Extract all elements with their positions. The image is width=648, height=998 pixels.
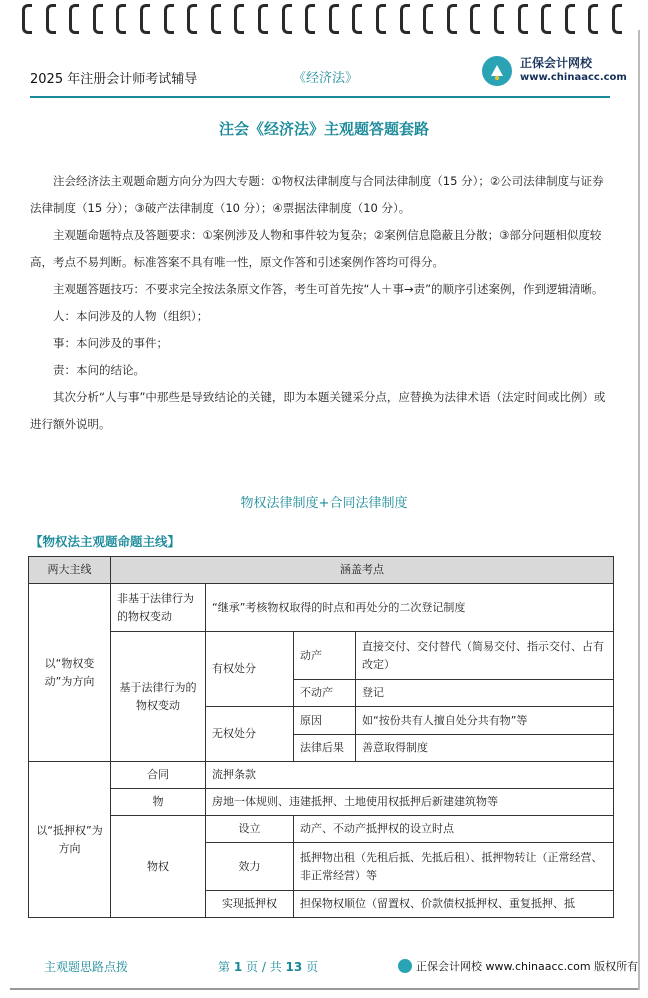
- table-row: [29, 816, 614, 843]
- binding-ring-icon: [258, 4, 268, 34]
- binding-ring-icon: [352, 4, 362, 34]
- cause-content: 如“按份共有人擅自处分共有物”等: [356, 707, 614, 735]
- paragraph-techniques: 主观题答题技巧：不要求完全按法条原文作答，考生可首先按“人＋事→责”的顺序引述案例，作到逻辑清晰。: [53, 282, 604, 296]
- binding-ring-icon: [588, 4, 598, 34]
- legal-consequence-content: 善意取得制度: [356, 735, 614, 762]
- paragraph-analysis: 其次分析“人与事”中那些是导致结论的关键，即为本题关键采分点，应替换为法律术语（法定时间或比例）或进行额外说明。: [30, 390, 606, 431]
- page-footer: [0, 958, 648, 978]
- table-row: [29, 632, 614, 680]
- contract-content: 流押条款: [206, 762, 614, 789]
- binding-rings: [0, 0, 648, 34]
- footer-rights: 版权所有: [594, 960, 639, 973]
- movable-content: 直接交付、交付替代（简易交付、指示交付、占有改定）: [356, 632, 614, 680]
- page-prefix: 第: [218, 960, 231, 974]
- legal-consequence: 法律后果: [294, 735, 356, 762]
- binding-ring-icon: [140, 4, 150, 34]
- table-header-row: [29, 557, 614, 584]
- header-course: 2025 年注册会计师考试辅导: [30, 72, 198, 87]
- binding-ring-icon: [93, 4, 103, 34]
- header-divider: [30, 96, 610, 98]
- footer-url: www.chinaacc.com: [485, 960, 591, 973]
- binding-ring-icon: [329, 4, 339, 34]
- binding-ring-icon: [541, 4, 551, 34]
- table-row: [29, 789, 614, 816]
- section-heading: 【物权法主观题命题主线】: [30, 534, 181, 549]
- binding-ring-icon: [376, 4, 386, 34]
- immovable-content: 登记: [356, 680, 614, 707]
- page-suffix: 页: [306, 960, 319, 974]
- thing: 物: [111, 789, 206, 816]
- immovable: 不动产: [294, 680, 356, 707]
- binding-ring-icon: [494, 4, 504, 34]
- paragraph-event: 事：本问涉及的事件；: [53, 336, 168, 350]
- effect-content: 抵押物出租（先租后抵、先抵后租）、抵押物转让（正常经营、非正常经营）等: [294, 843, 614, 891]
- binding-ring-icon: [423, 4, 433, 34]
- binding-ring-icon: [234, 4, 244, 34]
- brand-logo: [482, 52, 627, 92]
- legal-act: 基于法律行为的物权变动: [111, 632, 206, 762]
- header-main-lines: 两大主线: [29, 557, 111, 584]
- non-legal-act-content: “继承”考核物权取得的时点和再处分的二次登记制度: [206, 584, 614, 632]
- binding-ring-icon: [305, 4, 315, 34]
- header-topics: 涵盖考点: [111, 557, 614, 584]
- realize-mortgage: 实现抵押权: [206, 891, 294, 918]
- contract: 合同: [111, 762, 206, 789]
- effect: 效力: [206, 843, 294, 891]
- page-mid: 页 / 共: [246, 960, 282, 974]
- real-right: 物权: [111, 816, 206, 918]
- footer-logo-icon: [398, 959, 412, 973]
- footer-brand: 正保会计网校: [416, 960, 482, 973]
- paragraph-liability: 责：本问的结论。: [53, 363, 145, 377]
- logo-url: www.chinaacc.com: [520, 72, 627, 83]
- non-legal-act: 非基于法律行为的物权变动: [111, 584, 206, 632]
- binding-ring-icon: [211, 4, 221, 34]
- line-mortgage: 以“抵押权”为方向: [29, 762, 111, 918]
- footer-section: 主观题思路点拨: [44, 960, 129, 974]
- binding-ring-icon: [69, 4, 79, 34]
- binding-ring-icon: [518, 4, 528, 34]
- establishment: 设立: [206, 816, 294, 843]
- line-property-change: 以“物权变动”为方向: [29, 584, 111, 762]
- authorized-disposal: 有权处分: [206, 632, 294, 707]
- binding-ring-icon: [470, 4, 480, 34]
- page-counter: [218, 958, 318, 975]
- binding-ring-icon: [565, 4, 575, 34]
- page-number: 1: [233, 960, 243, 974]
- cause: 原因: [294, 707, 356, 735]
- establishment-content: 动产、不动产抵押权的设立时点: [294, 816, 614, 843]
- paragraph-features: 主观题命题特点及答题要求：①案例涉及人物和事件较为复杂；②案例信息隐蔽且分散；③部分问题相似度较高，考点不易判断。标准答案不具有唯一性，原文作答和引述案例作答均可得分。: [30, 228, 602, 269]
- binding-ring-icon: [46, 4, 56, 34]
- paragraph-topics: 注会经济法主观题命题方向分为四大专题：①物权法律制度与合同法律制度（15 分）；②公司法律制度与证券法律制度（15 分）；③破产法律制度（10 分）；④票据法律制度（10 分）。: [30, 174, 604, 215]
- page-edge-right: [638, 30, 640, 990]
- binding-ring-icon: [400, 4, 410, 34]
- table-row: [29, 584, 614, 632]
- unauthorized-disposal: 无权处分: [206, 707, 294, 762]
- realize-mortgage-content: 担保物权顺位（留置权、价款债权抵押权、重复抵押、抵: [294, 891, 614, 918]
- binding-ring-icon: [282, 4, 292, 34]
- property-law-table: [28, 556, 614, 918]
- binding-ring-icon: [116, 4, 126, 34]
- page-total: 13: [285, 960, 303, 974]
- binding-ring-icon: [164, 4, 174, 34]
- movable: 动产: [294, 632, 356, 680]
- page-edge-bottom: [10, 988, 640, 990]
- binding-ring-icon: [22, 4, 32, 34]
- section-subtitle: 物权法律制度+合同法律制度: [240, 496, 408, 511]
- footer-copyright: [398, 958, 638, 974]
- page-header: [30, 56, 627, 96]
- intro-text: [30, 168, 610, 438]
- binding-ring-icon: [612, 4, 622, 34]
- binding-ring-icon: [447, 4, 457, 34]
- binding-ring-icon: [187, 4, 197, 34]
- page-title: 注会《经济法》主观题答题套路: [218, 120, 429, 138]
- paragraph-person: 人：本问涉及的人物（组织）；: [53, 309, 209, 323]
- thing-content: 房地一体规则、违建抵押、土地使用权抵押后新建建筑物等: [206, 789, 614, 816]
- table-row: [29, 762, 614, 789]
- logo-icon: [482, 56, 512, 86]
- logo-name: 正保会计网校: [520, 56, 593, 70]
- header-subject: 《经济法》: [293, 71, 359, 86]
